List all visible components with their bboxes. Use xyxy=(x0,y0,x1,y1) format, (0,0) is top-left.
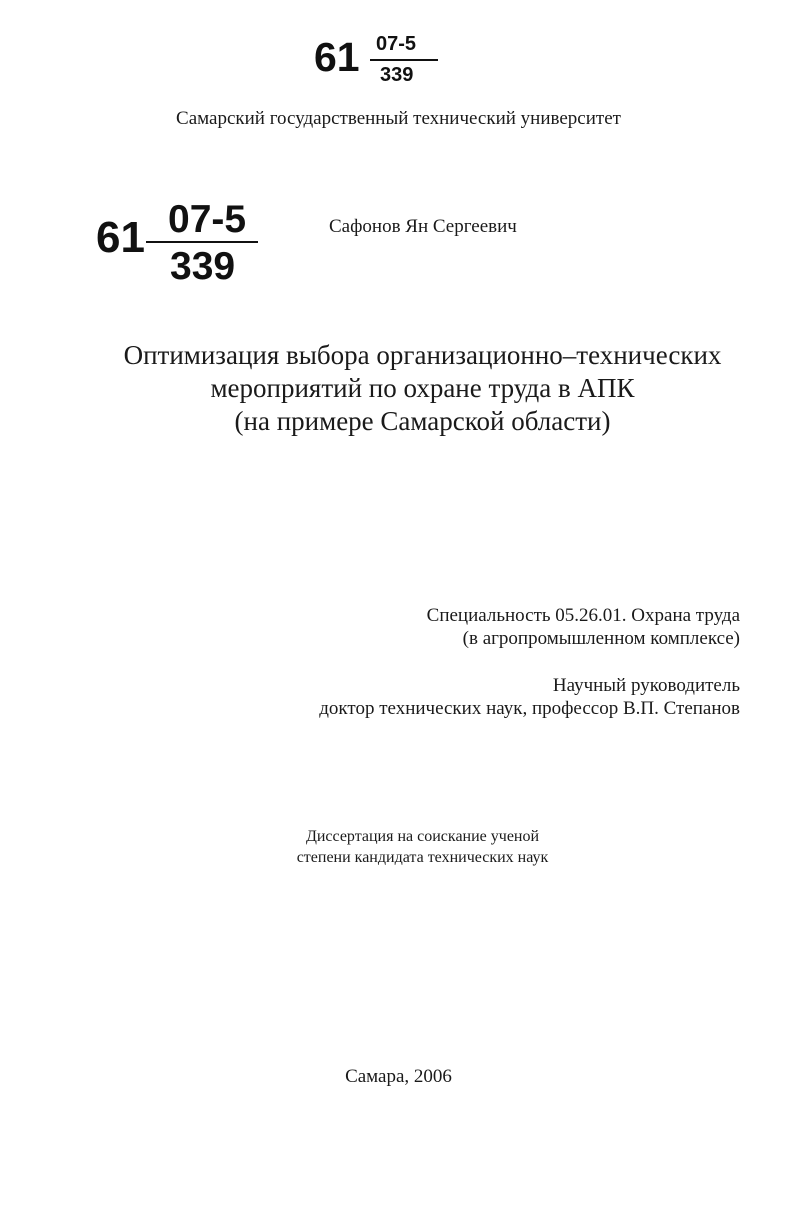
shelf-mark-number: 61 xyxy=(314,34,360,80)
supervisor-block xyxy=(319,674,740,720)
university-name: Самарский государственный технический университет xyxy=(176,108,621,129)
specialty-detail: (в агропромышленном комплексе) xyxy=(462,628,740,649)
specialty-block xyxy=(427,604,740,650)
dissertation-note xyxy=(0,826,797,868)
place-year: Самара, 2006 xyxy=(345,1066,452,1087)
shelf-mark-denominator: 339 xyxy=(170,245,236,288)
shelf-mark-top xyxy=(310,30,440,92)
title-line: (на примере Самарской области) xyxy=(234,406,611,436)
dissertation-title xyxy=(0,339,797,438)
shelf-mark-numerator: 07-5 xyxy=(376,33,417,55)
dissertation-line: Диссертация на соискание ученой xyxy=(305,828,540,845)
shelf-mark-numerator: 07-5 xyxy=(168,198,247,241)
shelf-mark-number: 61 xyxy=(96,213,145,262)
title-line: Оптимизация выбора организационно–технических xyxy=(123,340,722,370)
specialty-code: Специальность 05.26.01. Охрана труда xyxy=(426,605,740,626)
title-line: мероприятий по охране труда в АПК xyxy=(210,373,635,403)
supervisor-name: доктор технических наук, профессор В.П. Степанов xyxy=(319,698,740,719)
shelf-mark-denominator: 339 xyxy=(380,64,414,86)
shelf-mark-main xyxy=(92,196,272,291)
author-name: Сафонов Ян Сергеевич xyxy=(329,216,517,237)
supervisor-label: Научный руководитель xyxy=(552,675,740,696)
shelf-mark-fraction-bar xyxy=(370,59,438,61)
dissertation-line: степени кандидата технических наук xyxy=(296,849,549,866)
shelf-mark-fraction-bar xyxy=(146,241,258,243)
